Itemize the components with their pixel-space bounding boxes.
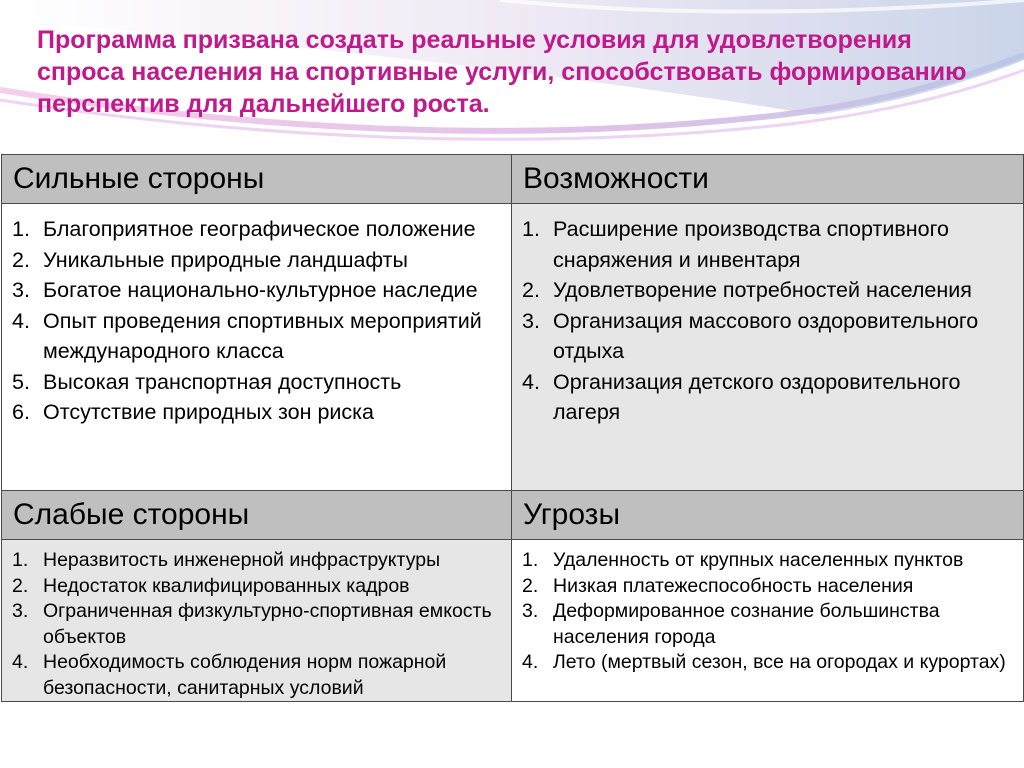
list-item: 2. Удовлетворение потребностей населения	[522, 278, 972, 302]
list-item: 3. Деформированное сознание большинства населения города	[522, 600, 940, 648]
page-title: Программа призвана создать реальные условия для удовлетворения спроса населения на спортивные услуги, способствовать формированию перспектив для дальнейшего роста.	[37, 26, 967, 118]
list-item: 1. Удаленность от крупных населенных пунктов	[522, 549, 964, 571]
list-item: 6. Отсутствие природных зон риска	[12, 400, 375, 424]
weaknesses-list	[2, 540, 511, 701]
opportunities-list	[512, 204, 1023, 428]
list-item: 2. Недостаток квалифицированных кадров	[12, 574, 410, 597]
list-item: 2. Уникальные природные ландшафты	[12, 247, 408, 272]
list-item: 1. Неразвитость инженерной инфраструктуры	[12, 549, 441, 571]
opportunities-cell	[512, 204, 1024, 491]
strengths-header: Сильные стороны	[2, 155, 512, 204]
list-item: 4. Опыт проведения спортивных мероприятий международного класса	[12, 308, 482, 363]
list-item: 4. Лето (мертвый сезон, все на огородах и курортах)	[522, 651, 1006, 673]
list-item: 3. Ограниченная физкультурно-спортивная емкость объектов	[12, 600, 492, 648]
list-item: 3. Организация массового оздоровительного отдыха	[522, 308, 979, 363]
list-item: 1. Благоприятное географическое положение	[12, 217, 476, 241]
opportunities-header: Возможности	[512, 155, 1024, 204]
swot-table	[1, 154, 1024, 702]
threats-header: Угрозы	[512, 491, 1024, 540]
list-item: 5. Высокая транспортная доступность	[12, 369, 402, 394]
list-item: 4. Организация детского оздоровительного лагеря	[522, 369, 961, 424]
weaknesses-cell	[2, 540, 512, 702]
strengths-cell	[2, 204, 512, 491]
weaknesses-header: Слабые стороны	[2, 491, 512, 540]
list-item: 1. Расширение производства спортивного снаряжения и инвентаря	[522, 217, 949, 272]
list-item: 3. Богатое национально-культурное наследие	[12, 278, 478, 302]
list-item: 4. Необходимость соблюдения норм пожарной безопасности, санитарных условий	[12, 651, 447, 699]
threats-list	[512, 540, 1023, 676]
threats-cell	[512, 540, 1024, 702]
strengths-list	[2, 204, 511, 428]
list-item: 2. Низкая платежеспособность населения	[522, 574, 914, 597]
